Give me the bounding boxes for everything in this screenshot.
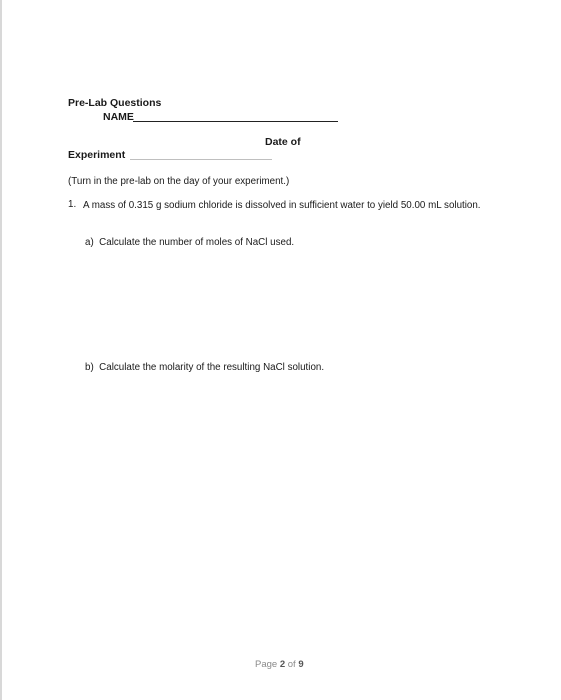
instruction-note: (Turn in the pre-lab on the day of your experiment.) (68, 176, 290, 187)
page-prefix: Page (255, 659, 278, 670)
question-number: 1. (68, 199, 77, 210)
part-a-text: Calculate the number of moles of NaCl used. (99, 237, 295, 248)
part-a-label: a) (85, 237, 94, 248)
page-title: Pre-Lab Questions (68, 97, 162, 109)
name-label: NAME (103, 111, 134, 123)
question-part-a (85, 237, 294, 248)
experiment-label: Experiment (68, 149, 126, 161)
question-part-b (85, 362, 324, 373)
question-text: A mass of 0.315 g sodium chloride is dissolved in sufficient water to yield 50.00 mL solution. (83, 200, 481, 211)
page-current: 2 (279, 659, 286, 670)
page-of: of (287, 659, 296, 670)
name-underline (133, 121, 338, 122)
part-b-text: Calculate the molarity of the resulting NaCl solution. (99, 362, 325, 373)
page-total: 9 (298, 659, 304, 670)
date-label: Date of (265, 136, 301, 148)
page-number-footer (255, 659, 304, 670)
experiment-underline (130, 159, 272, 160)
page-left-edge (0, 0, 2, 700)
part-b-label: b) (85, 362, 94, 373)
